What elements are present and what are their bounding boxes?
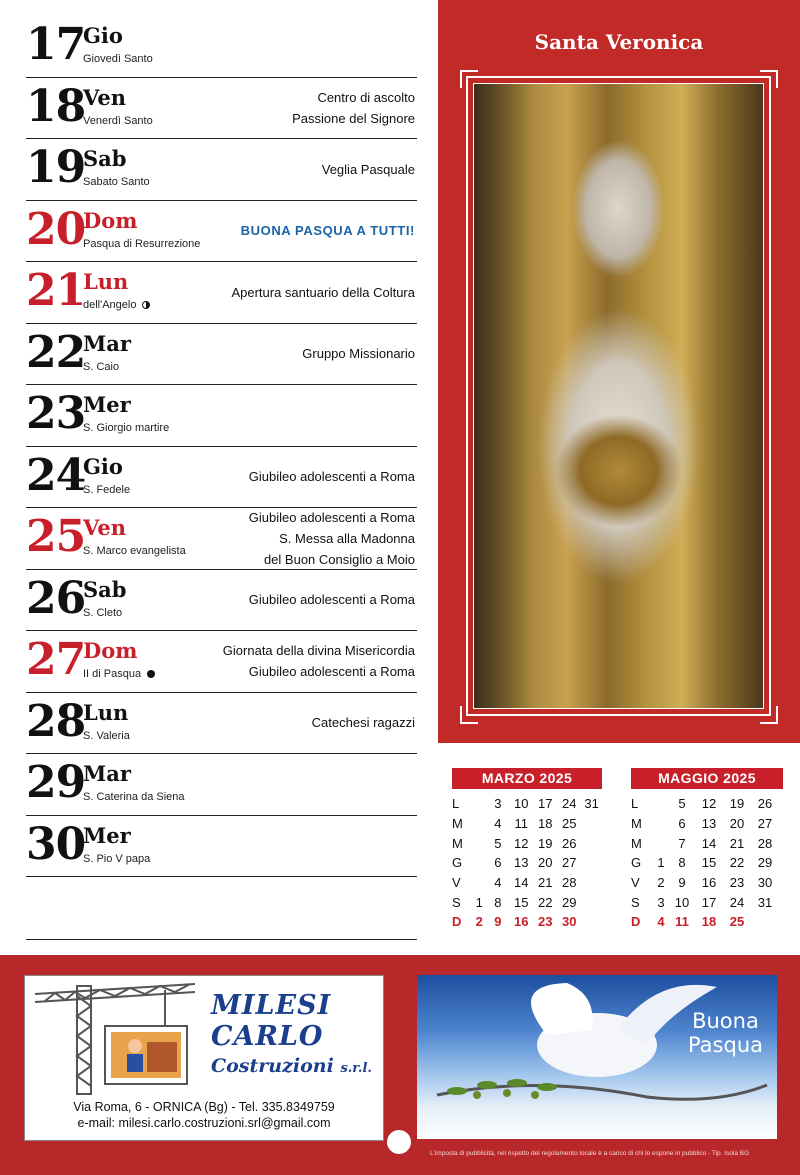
saint-name: Venerdì Santo — [83, 114, 153, 127]
company-name: MILESI CARLO Costruzioni s.r.l. — [211, 990, 372, 1077]
weekday-label: M — [631, 816, 642, 832]
day-events — [322, 139, 415, 199]
calendar-date — [472, 814, 486, 834]
saint-name: dell'Angelo — [83, 299, 150, 311]
calendar-date — [751, 912, 779, 932]
calendar-week-row — [631, 794, 779, 814]
saint-name: II di Pasqua — [83, 668, 155, 680]
calendar-date: 27 — [757, 816, 773, 832]
day-number: 21 — [26, 265, 86, 316]
calendar-date: 13 — [514, 855, 529, 871]
event-text: Giubileo adolescenti a Roma — [248, 509, 415, 525]
day-name: Lun — [83, 699, 129, 725]
calendar-date: 25 — [562, 816, 577, 832]
calendar-week-row — [452, 794, 602, 814]
address: Via Roma, 6 - ORNICA (Bg) - Tel. 335.8349759 — [73, 1100, 335, 1114]
calendar-date: 31 — [584, 796, 599, 812]
day-events — [302, 324, 415, 384]
saint-name: S. Valeria — [83, 729, 130, 742]
calendar-date: 21 — [729, 835, 745, 851]
day-name: Dom — [83, 207, 138, 233]
calendar-date: 26 — [757, 796, 773, 812]
day-number: 20 — [26, 203, 86, 255]
day-events — [312, 693, 415, 753]
calendar-date: 3 — [657, 894, 665, 910]
event-text: Giubileo adolescenti a Roma — [248, 469, 415, 484]
frame-corner — [460, 70, 478, 88]
calendar-date: 9 — [494, 914, 502, 930]
day-row — [26, 385, 417, 447]
greeting-text: Buona Pasqua — [687, 1009, 763, 1057]
calendar-date: 9 — [678, 875, 686, 891]
calendar-week-row — [631, 892, 779, 912]
calendar-date: 6 — [494, 855, 502, 871]
calendar-date: 22 — [729, 855, 745, 871]
weekday-label: S — [631, 894, 640, 910]
day-row — [26, 324, 417, 386]
calendar-date: 18 — [701, 914, 717, 930]
picture-frame — [466, 76, 771, 716]
calendar-date: 6 — [678, 816, 686, 832]
image-title: Santa Veronica — [534, 30, 704, 54]
day-number: 19 — [26, 142, 86, 193]
day-name: Gio — [83, 453, 123, 479]
day-name: Ven — [83, 515, 126, 540]
event-text: Veglia Pasquale — [321, 161, 415, 177]
day-name: Mar — [83, 330, 131, 356]
calendar-week-row — [631, 873, 779, 893]
calendar-date: 23 — [538, 914, 553, 930]
calendar-date: 8 — [494, 894, 502, 910]
calendar-date: 15 — [514, 894, 529, 910]
saint-name: S. Caio — [83, 360, 120, 373]
day-name: Gio — [83, 23, 123, 48]
calendar-date: 4 — [657, 914, 665, 930]
calendar-date: 29 — [562, 894, 577, 910]
crane-icon — [25, 976, 215, 1096]
calendar-date: 5 — [678, 796, 686, 812]
calendar-date: 4 — [494, 875, 502, 891]
day-row — [26, 262, 417, 324]
day-number: 24 — [26, 449, 86, 501]
calendar-date — [653, 833, 669, 853]
easter-greeting-image — [417, 975, 777, 1139]
event-text: BUONA PASQUA A TUTTI! — [240, 223, 415, 238]
day-events — [231, 262, 415, 322]
day-number: 23 — [26, 388, 86, 439]
weekday-label: G — [452, 855, 463, 871]
weekday-label: L — [631, 796, 639, 812]
event-text: Giubileo adolescenti a Roma — [248, 592, 415, 607]
day-name: Mer — [83, 392, 131, 417]
day-name: Mar — [83, 761, 131, 786]
day-name: Sab — [83, 146, 127, 171]
event-text: Apertura santuario della Coltura — [231, 284, 415, 300]
weekday-label: V — [631, 875, 640, 891]
day-row — [26, 447, 417, 509]
day-name: Lun — [83, 269, 129, 294]
calendar-date: 1 — [657, 855, 665, 871]
calendar-date: 22 — [538, 894, 553, 910]
saint-name: Sabato Santo — [83, 176, 150, 188]
event-text: Catechesi ragazzi — [311, 715, 415, 730]
day-number: 27 — [26, 634, 86, 685]
calendar-title: MAGGIO 2025 — [631, 768, 783, 789]
calendar-date: 12 — [701, 796, 717, 812]
calendar-date: 13 — [701, 816, 717, 832]
calendar-date — [653, 794, 669, 814]
calendar-date: 7 — [678, 835, 686, 851]
weekday-label: G — [631, 855, 642, 871]
calendar-date: 17 — [538, 796, 553, 812]
calendar-date — [581, 892, 602, 912]
calendar-date: 17 — [701, 894, 717, 910]
saint-name: S. Pio V papa — [83, 852, 151, 865]
calendar-date — [581, 912, 602, 932]
day-number: 30 — [26, 818, 86, 870]
calendar-week-row — [631, 853, 779, 873]
calendar-date: 4 — [494, 816, 502, 832]
calendar-date: 3 — [494, 796, 502, 812]
day-number: 26 — [26, 572, 86, 624]
calendar-week-row — [452, 912, 602, 932]
calendar-date — [581, 833, 602, 853]
day-name: Ven — [83, 84, 126, 110]
calendar-date: 5 — [494, 835, 502, 851]
event-text: S. Messa alla Madonna — [279, 530, 415, 546]
event-text: Passione del Signore — [292, 110, 415, 126]
day-number: 28 — [26, 695, 86, 747]
calendar-date: 23 — [729, 875, 745, 891]
day-events — [241, 201, 415, 261]
saint-name: S. Caterina da Siena — [83, 791, 185, 803]
day-number: 17 — [26, 19, 86, 70]
day-number: 29 — [26, 757, 86, 808]
saint-name: S. Giorgio martire — [83, 422, 170, 434]
frame-corner — [760, 706, 778, 724]
calendar-date: 30 — [562, 914, 577, 930]
calendar-week-row — [452, 873, 602, 893]
calendar-date: 20 — [729, 816, 745, 832]
calendar-title: MARZO 2025 — [452, 768, 602, 789]
weekday-label: D — [631, 914, 641, 930]
calendar-date — [581, 853, 602, 873]
saint-name: Pasqua di Resurrezione — [83, 237, 201, 250]
event-text: Centro di ascolto — [317, 89, 415, 105]
calendar-date: 8 — [678, 855, 686, 871]
calendar-date: 29 — [757, 855, 773, 871]
day-row — [26, 78, 417, 140]
day-number: 22 — [26, 326, 86, 378]
email: e-mail: milesi.carlo.costruzioni.srl@gmail.com — [77, 1116, 331, 1130]
frame-corner — [760, 70, 778, 88]
calendar-date — [581, 873, 602, 893]
calendar-week-row — [452, 814, 602, 834]
weekday-label: D — [452, 914, 462, 930]
frame-corner — [460, 706, 478, 724]
calendar-date — [472, 794, 486, 814]
saint-name: Giovedì Santo — [83, 53, 153, 65]
moon-phase-icon — [147, 670, 155, 678]
calendar-date: 15 — [701, 855, 717, 871]
dove-icon — [417, 975, 777, 1139]
calendar-week-row — [452, 853, 602, 873]
day-events — [292, 78, 415, 138]
calendar-date: 25 — [729, 914, 745, 930]
day-row — [26, 570, 417, 632]
moon-phase-icon — [142, 301, 150, 309]
calendar-date: 14 — [514, 875, 529, 891]
calendar-date: 2 — [475, 914, 483, 930]
calendar-march — [452, 768, 602, 932]
day-row — [26, 693, 417, 755]
saint-name: S. Marco evangelista — [83, 545, 186, 557]
calendar-date: 20 — [538, 855, 553, 871]
calendar-week-row — [631, 814, 779, 834]
divider — [26, 939, 417, 940]
day-events — [249, 570, 415, 630]
footer-band — [0, 955, 800, 1175]
calendar-date: 24 — [729, 894, 745, 910]
event-text: Gruppo Missionario — [302, 346, 415, 361]
saint-name: S. Cleto — [83, 606, 123, 619]
day-row — [26, 16, 417, 78]
calendar-week-row — [631, 833, 779, 853]
weekday-label: M — [452, 835, 463, 851]
calendar-date: 16 — [701, 875, 717, 891]
day-row — [26, 631, 417, 693]
calendar-date: 28 — [562, 875, 577, 891]
event-text: Giubileo adolescenti a Roma — [248, 664, 415, 679]
day-row — [26, 754, 417, 816]
hole-punch — [387, 1130, 411, 1154]
day-number: 25 — [26, 511, 86, 562]
calendar-week-row — [452, 892, 602, 912]
calendar-date: 14 — [701, 835, 717, 851]
weekday-label: L — [452, 796, 460, 812]
calendar-date: 18 — [538, 816, 553, 832]
calendar-date: 27 — [562, 855, 577, 871]
calendar-date: 26 — [562, 835, 577, 851]
calendar-may — [631, 768, 783, 932]
calendar-date: 11 — [675, 914, 689, 930]
calendar-date — [472, 853, 486, 873]
calendar-date: 21 — [538, 875, 553, 891]
event-text: Giornata della divina Misericordia — [222, 643, 415, 658]
day-row — [26, 508, 417, 570]
day-row — [26, 201, 417, 263]
calendar-date: 28 — [757, 835, 773, 851]
day-list — [26, 16, 417, 877]
image-panel — [438, 0, 800, 743]
calendar-date: 1 — [475, 894, 483, 910]
day-row — [26, 139, 417, 201]
calendar-date — [472, 833, 486, 853]
calendar-date: 19 — [538, 835, 553, 851]
day-events — [223, 631, 415, 691]
calendar-date: 19 — [729, 796, 745, 812]
footnote: L'imposta di pubblicità, nel rispetto del regolamento locale è a carico di chi lo espone in pubblico - Tip. Isola BG — [430, 1150, 750, 1157]
event-text: del Buon Consiglio a Moio — [263, 551, 415, 567]
day-row — [26, 816, 417, 878]
calendar-week-row — [452, 833, 602, 853]
saint-name: S. Fedele — [83, 483, 131, 496]
calendar-date: 30 — [757, 875, 773, 891]
calendar-date: 10 — [674, 894, 690, 910]
weekday-label: S — [452, 894, 461, 910]
day-name: Sab — [83, 576, 127, 602]
calendar-date: 11 — [514, 816, 529, 832]
calendar-date: 2 — [657, 875, 665, 891]
calendar-date: 16 — [514, 914, 529, 930]
weekday-label: M — [452, 816, 463, 832]
day-number: 18 — [26, 80, 86, 132]
calendar-date — [581, 814, 602, 834]
day-name: Dom — [83, 638, 138, 663]
calendar-week-row — [631, 912, 779, 932]
statue-photo — [474, 84, 763, 708]
calendar-date — [653, 814, 669, 834]
company-contact — [25, 1099, 383, 1131]
calendar-date: 10 — [514, 796, 529, 812]
advertisement — [24, 975, 384, 1141]
weekday-label: M — [631, 835, 642, 851]
calendar-date: 31 — [757, 894, 773, 910]
day-name: Mer — [83, 822, 131, 848]
calendar-date — [472, 873, 486, 893]
weekday-label: V — [452, 875, 461, 891]
day-events — [249, 508, 415, 568]
day-events — [249, 447, 415, 507]
calendar-date: 24 — [562, 796, 577, 812]
calendar-date: 12 — [514, 835, 529, 851]
